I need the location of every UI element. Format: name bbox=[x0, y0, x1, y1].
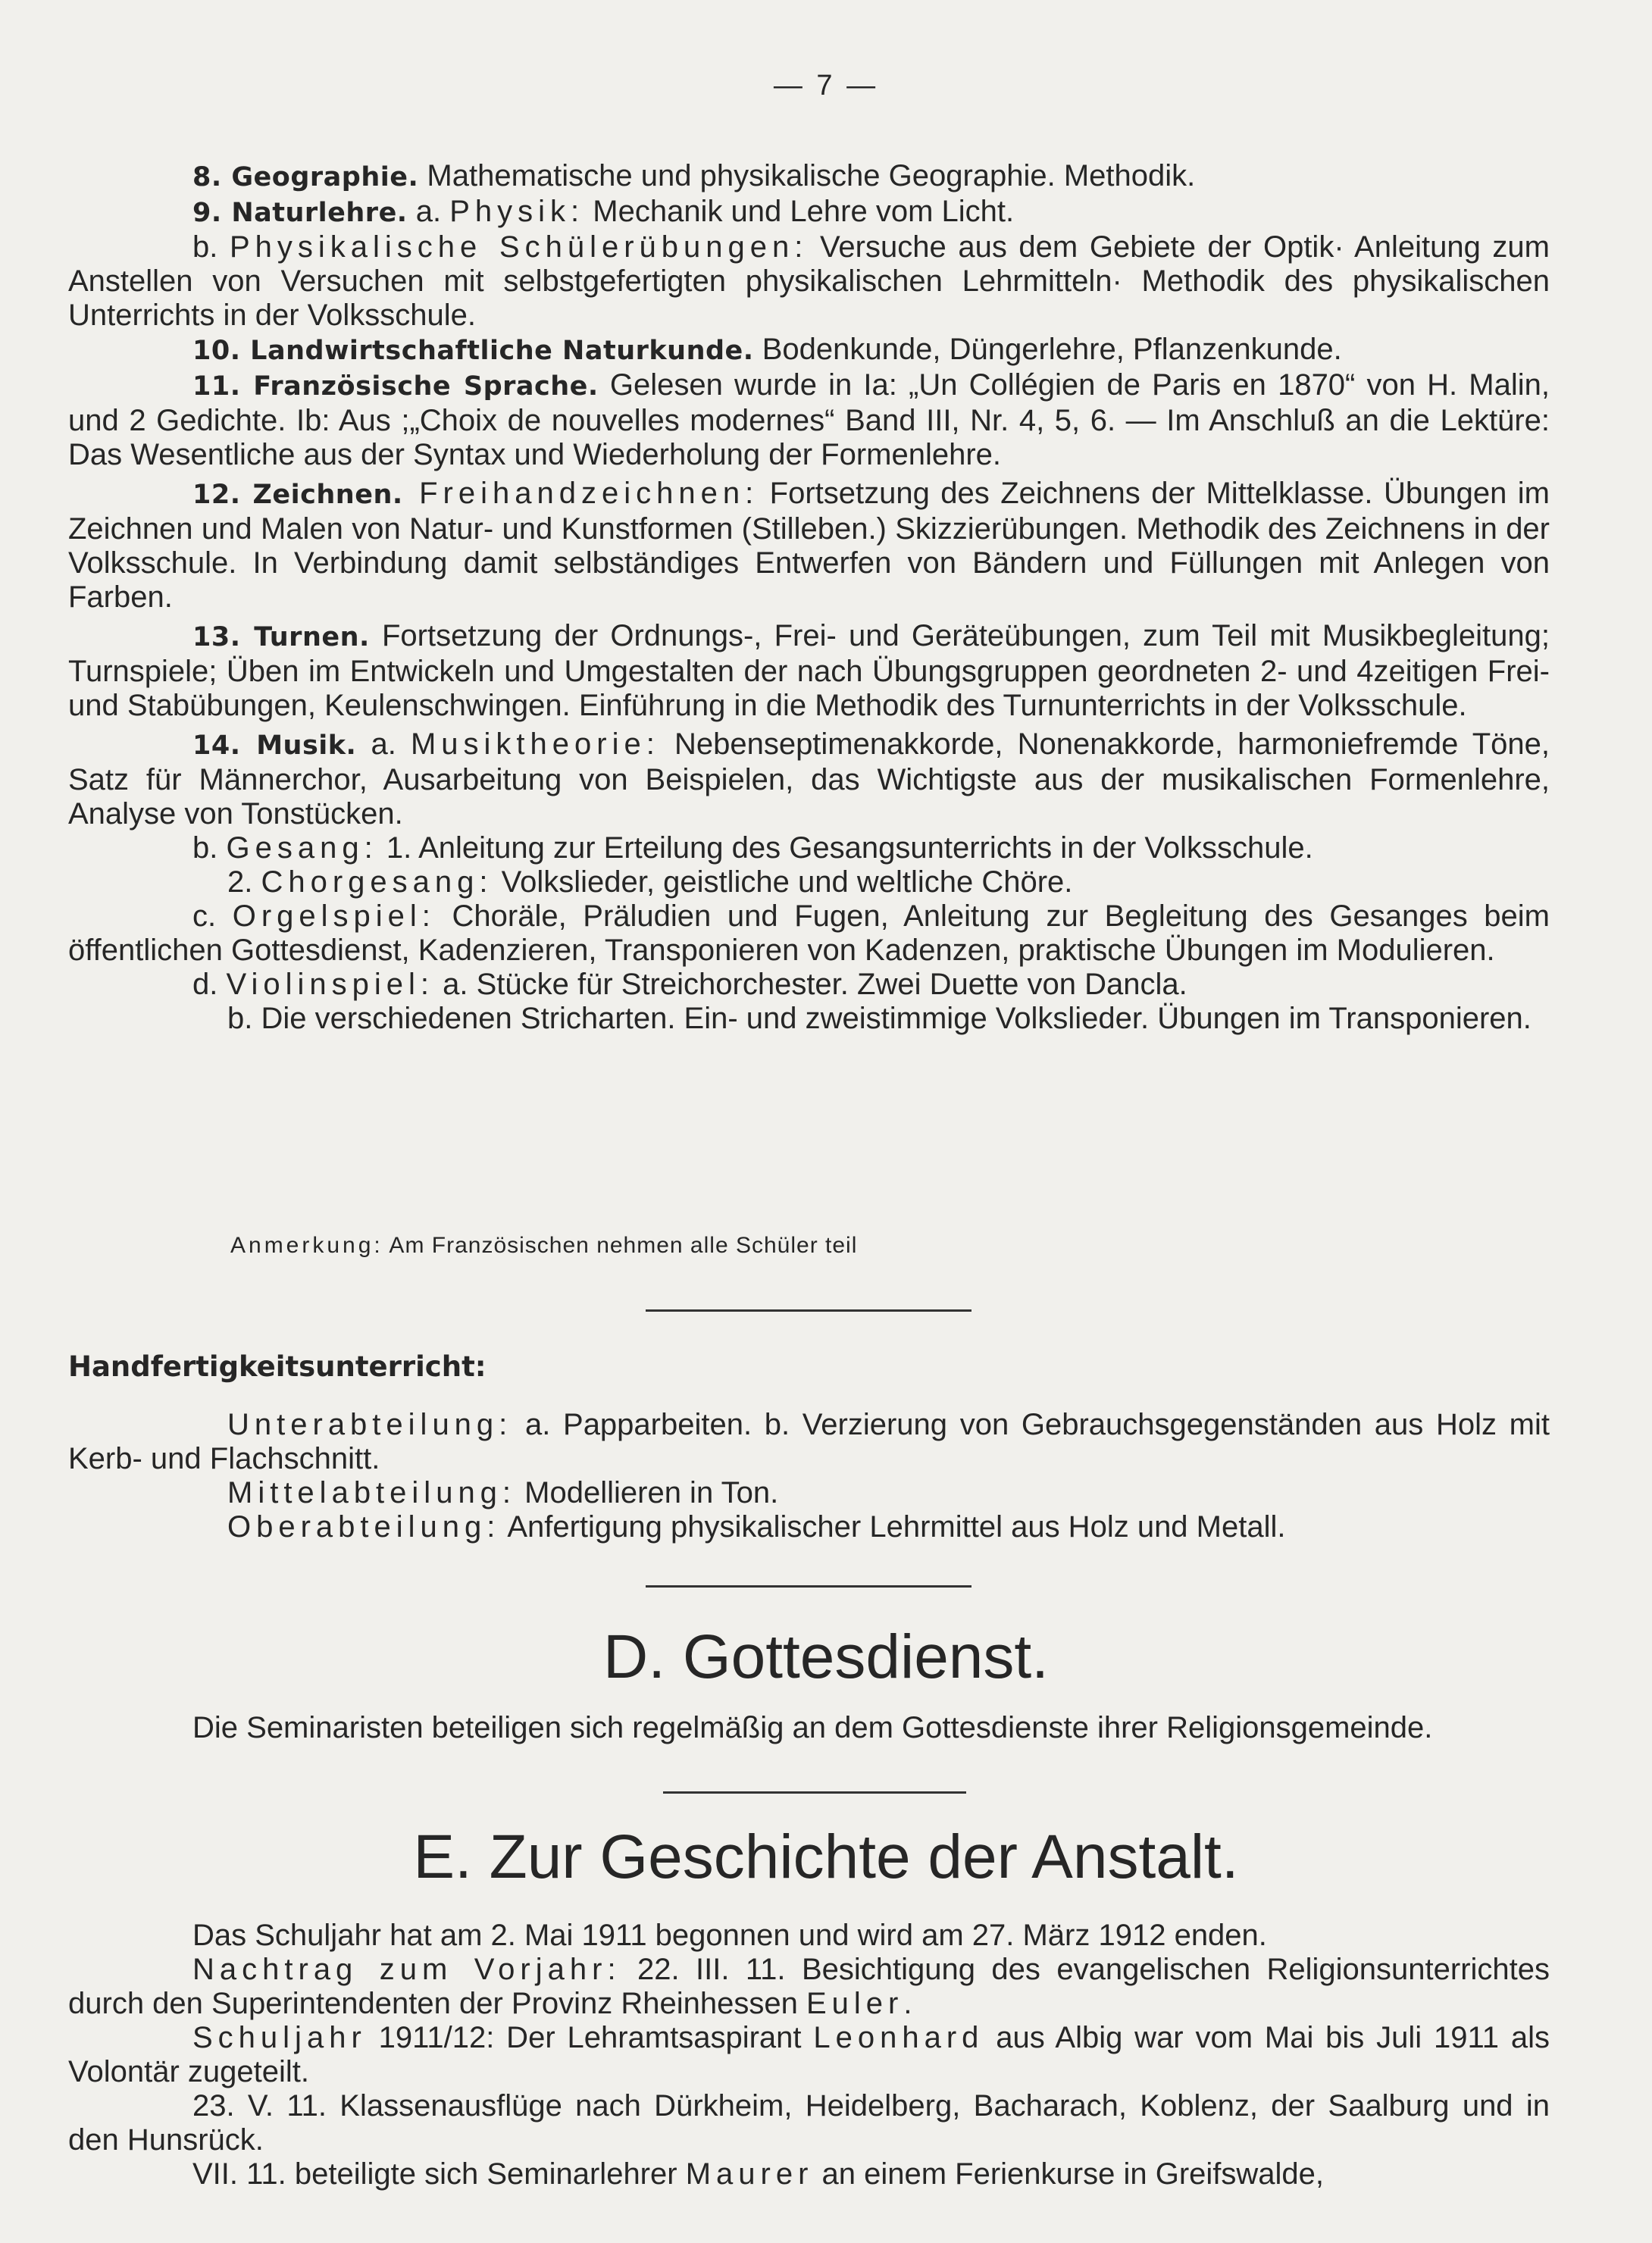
anmerkung-note bbox=[230, 1233, 857, 1259]
spaced-label: Nachtrag zum Vorjahr: bbox=[192, 1953, 621, 1986]
subject-text: Gelesen wurde in Ia: „Un Collégien de Paris en 1870“ von H. Malin, und 2 Gedichte. Ib: Aus ;„Choix de nouvelles modernes“ Band III, Nr. 4, 5, 6. — Im Anschluß an die Lektüre: Das Wesentliche aus der Syntax und Wiederholung der Formenlehre. bbox=[68, 368, 1550, 471]
spaced-label: Physikalische Schülerübungen: bbox=[229, 230, 809, 264]
curriculum-subjects bbox=[68, 159, 1550, 1036]
person-name: Euler bbox=[806, 1987, 904, 2020]
handwork-heading: Handfertigkeitsunterricht: bbox=[68, 1350, 487, 1383]
divider-rule bbox=[663, 1791, 966, 1794]
spaced-label: Violinspiel: bbox=[226, 968, 434, 1001]
note-text: Am Französischen nehmen alle Schüler teil bbox=[383, 1233, 858, 1258]
subject-heading: 13. Turnen. bbox=[192, 622, 370, 652]
subject-text: Die verschiedenen Stricharten. Ein- und zweistimmige Volkslieder. Übungen im Transponieren. bbox=[261, 1002, 1532, 1035]
subject-text: Nebenseptimenakkorde, Nonenakkorde, harmoniefremde Töne, Satz für Männerchor, Ausarbeitung von Beispielen, das Wichtigste aus der musikalischen Formenlehre, Analyse von Tonstücken. bbox=[68, 727, 1550, 831]
subject-orgelspiel: c. Orgelspiel: Choräle, Präludien und Fugen, Anleitung zur Begleitung des Gesanges beim öffentlichen Gottesdienst, Kadenzieren, Transponieren von Kadenzen, praktische Übungen im Modulieren. bbox=[68, 899, 1550, 967]
subject-zeichnen bbox=[68, 477, 1550, 615]
subject-naturlehre: 9. Naturlehre. a. Physik: Mechanik und Lehre vom Licht. bbox=[192, 195, 1015, 228]
subject-text: Mechanik und Lehre vom Licht. bbox=[584, 195, 1015, 228]
section-e-title: E. Zur Geschichte der Anstalt. bbox=[413, 1822, 1239, 1891]
ausfluege-paragraph: 23. V. 11. Klassenausflüge nach Dürkheim, Heidelberg, Bacharach, Koblenz, der Saalburg und in den Hunsrück. bbox=[68, 2089, 1550, 2157]
subject-heading: 8. Geographie. bbox=[192, 162, 419, 192]
subject-schuleruebungen: b. Physikalische Schülerübungen: Versuche aus dem Gebiete der Optik· Anleitung zum Anstellen von Versuchen mit selbstgefertigten physikalischen Lehrmitteln· Methodik des physikalischen Unterrichts in der Volksschule. bbox=[68, 230, 1550, 332]
handwork-item: Unterabteilung: a. Papparbeiten. b. Verzierung von Gebrauchsgegenständen aus Holz mit Kerb- und Flachschnitt. bbox=[68, 1408, 1550, 1475]
subject-text: Volkslieder, geistliche und weltliche Chöre. bbox=[493, 865, 1073, 899]
spaced-label: Mittelabteilung: bbox=[227, 1476, 517, 1509]
spaced-label: Freihandzeichnen: bbox=[402, 477, 759, 510]
handwork-item: Mittelabteilung: Modellieren in Ton. bbox=[227, 1476, 779, 1509]
spaced-label: Unterabteilung: bbox=[227, 1408, 513, 1441]
subject-text: 1. Anleitung zur Erteilung des Gesangsunterrichts in der Volksschule. bbox=[377, 831, 1313, 865]
spaced-label: Physik: bbox=[449, 195, 585, 228]
spaced-label: Musiktheorie: bbox=[410, 727, 660, 761]
subject-heading: 9. Naturlehre. bbox=[192, 198, 408, 228]
section-d-text: Die Seminaristen beteiligen sich regelmäßig an dem Gottesdienste ihrer Religionsgemeinde. bbox=[192, 1711, 1433, 1744]
ferienkurs-paragraph: VII. 11. beteiligte sich Seminarlehrer Maurer an einem Ferienkurse in Greifswalde, bbox=[192, 2157, 1325, 2191]
spaced-label: Schuljahr bbox=[192, 2021, 367, 2054]
subject-turnen bbox=[68, 619, 1550, 723]
note-label: Anmerkung: bbox=[230, 1233, 383, 1258]
subject-heading: 12. Zeichnen. bbox=[192, 480, 403, 510]
subject-text: Versuche aus dem Gebiete der Optik· Anleitung zum Anstellen von Versuchen mit selbstgefertigten physikalischen Lehrmitteln· Methodik des physikalischen Unterrichts in der Volksschule. bbox=[68, 230, 1550, 332]
page-number: — 7 — bbox=[773, 70, 879, 102]
handwork-item: Oberabteilung: Anfertigung physikalischer Lehrmittel aus Holz und Metall. bbox=[227, 1510, 1286, 1544]
subject-heading: 11. Französische Sprache. bbox=[192, 371, 599, 402]
subject-text: Mathematische und physikalische Geographie. Methodik. bbox=[418, 159, 1196, 192]
spaced-label: Chorgesang: bbox=[261, 865, 493, 899]
subject-chorgesang: 2. Chorgesang: Volkslieder, geistliche und weltliche Chöre. bbox=[227, 865, 1073, 899]
nachtrag-paragraph: Nachtrag zum Vorjahr: 22. III. 11. Besichtigung des evangelischen Religionsunterrichtes durch den Superintendenten der Provinz Rheinhessen Euler. bbox=[68, 1953, 1550, 2020]
subject-heading: 10. Landwirtschaftliche Naturkunde. bbox=[192, 336, 754, 366]
subject-stricharten: b. Die verschiedenen Stricharten. Ein- und zweistimmige Volkslieder. Übungen im Transponieren. bbox=[227, 1002, 1532, 1035]
spaced-label: Orgelspiel: bbox=[232, 899, 436, 933]
subject-franzoesisch bbox=[68, 368, 1550, 472]
subject-musik: 14. Musik. a. Musiktheorie: Nebenseptimenakkorde, Nonenakkorde, harmoniefremde Töne, Satz für Männerchor, Ausarbeitung von Beispielen, das Wichtigste aus der musikalischen Formenlehre, Analyse von Tonstücken. bbox=[68, 727, 1550, 831]
subject-text: Bodenkunde, Düngerlehre, Pflanzenkunde. bbox=[753, 333, 1342, 366]
subject-heading: 14. Musik. bbox=[192, 730, 357, 761]
subject-text: a. Stücke für Streichorchester. Zwei Duette von Dancla. bbox=[433, 968, 1187, 1001]
person-name: Leonhard bbox=[813, 2021, 984, 2054]
section-d-title: D. Gottesdienst. bbox=[603, 1622, 1049, 1691]
section-d-body bbox=[68, 1711, 1550, 1745]
person-name: Maurer bbox=[685, 2157, 814, 2191]
subject-geographie bbox=[68, 159, 1550, 195]
subject-gesang: b. Gesang: 1. Anleitung zur Erteilung des Gesangsunterrichts in der Volksschule. bbox=[192, 831, 1313, 865]
handwork-section bbox=[68, 1408, 1550, 1544]
subject-violinspiel: d. Violinspiel: a. Stücke für Streichorchester. Zwei Duette von Dancla. bbox=[192, 968, 1187, 1001]
spaced-label: Gesang: bbox=[226, 831, 378, 865]
subject-landwirtschaft bbox=[68, 333, 1550, 368]
subject-text: Choräle, Präludien und Fugen, Anleitung zur Begleitung des Gesanges beim öffentlichen Gottesdienst, Kadenzieren, Transponieren von Kadenzen, praktische Übungen im Modulieren. bbox=[68, 899, 1550, 967]
spaced-label: Oberabteilung: bbox=[227, 1510, 501, 1544]
section-e-body bbox=[68, 1919, 1550, 2191]
schuljahr-paragraph: Schuljahr 1911/12: Der Lehramtsaspirant Leonhard aus Albig war vom Mai bis Juli 1911 als Volontär zugeteilt. bbox=[68, 2021, 1550, 2088]
divider-rule bbox=[646, 1309, 971, 1312]
divider-rule bbox=[646, 1585, 971, 1588]
subject-text: Fortsetzung der Ordnungs-, Frei- und Geräteübungen, zum Teil mit Musikbegleitung; Turnspiele; Üben im Entwickeln und Umgestalten der nach Übungsgruppen geordneten 2- und 4zeitigen Frei- und Stabübungen, Keulenschwingen. Einführung in die Methodik des Turnunterrichts in der Volksschule. bbox=[68, 619, 1550, 722]
schuljahr-intro: Das Schuljahr hat am 2. Mai 1911 begonnen und wird am 27. März 1912 enden. bbox=[192, 1919, 1267, 1952]
subject-text: Fortsetzung des Zeichnens der Mittelklasse. Übungen im Zeichnen und Malen von Natur- und Kunstformen (Stilleben.) Skizzierübungen. Methodik des Zeichnens in der Volksschule. In Verbindung damit selbständiges Entwerfen von Bändern und Füllungen mit Anlegen von Farben. bbox=[68, 477, 1550, 614]
